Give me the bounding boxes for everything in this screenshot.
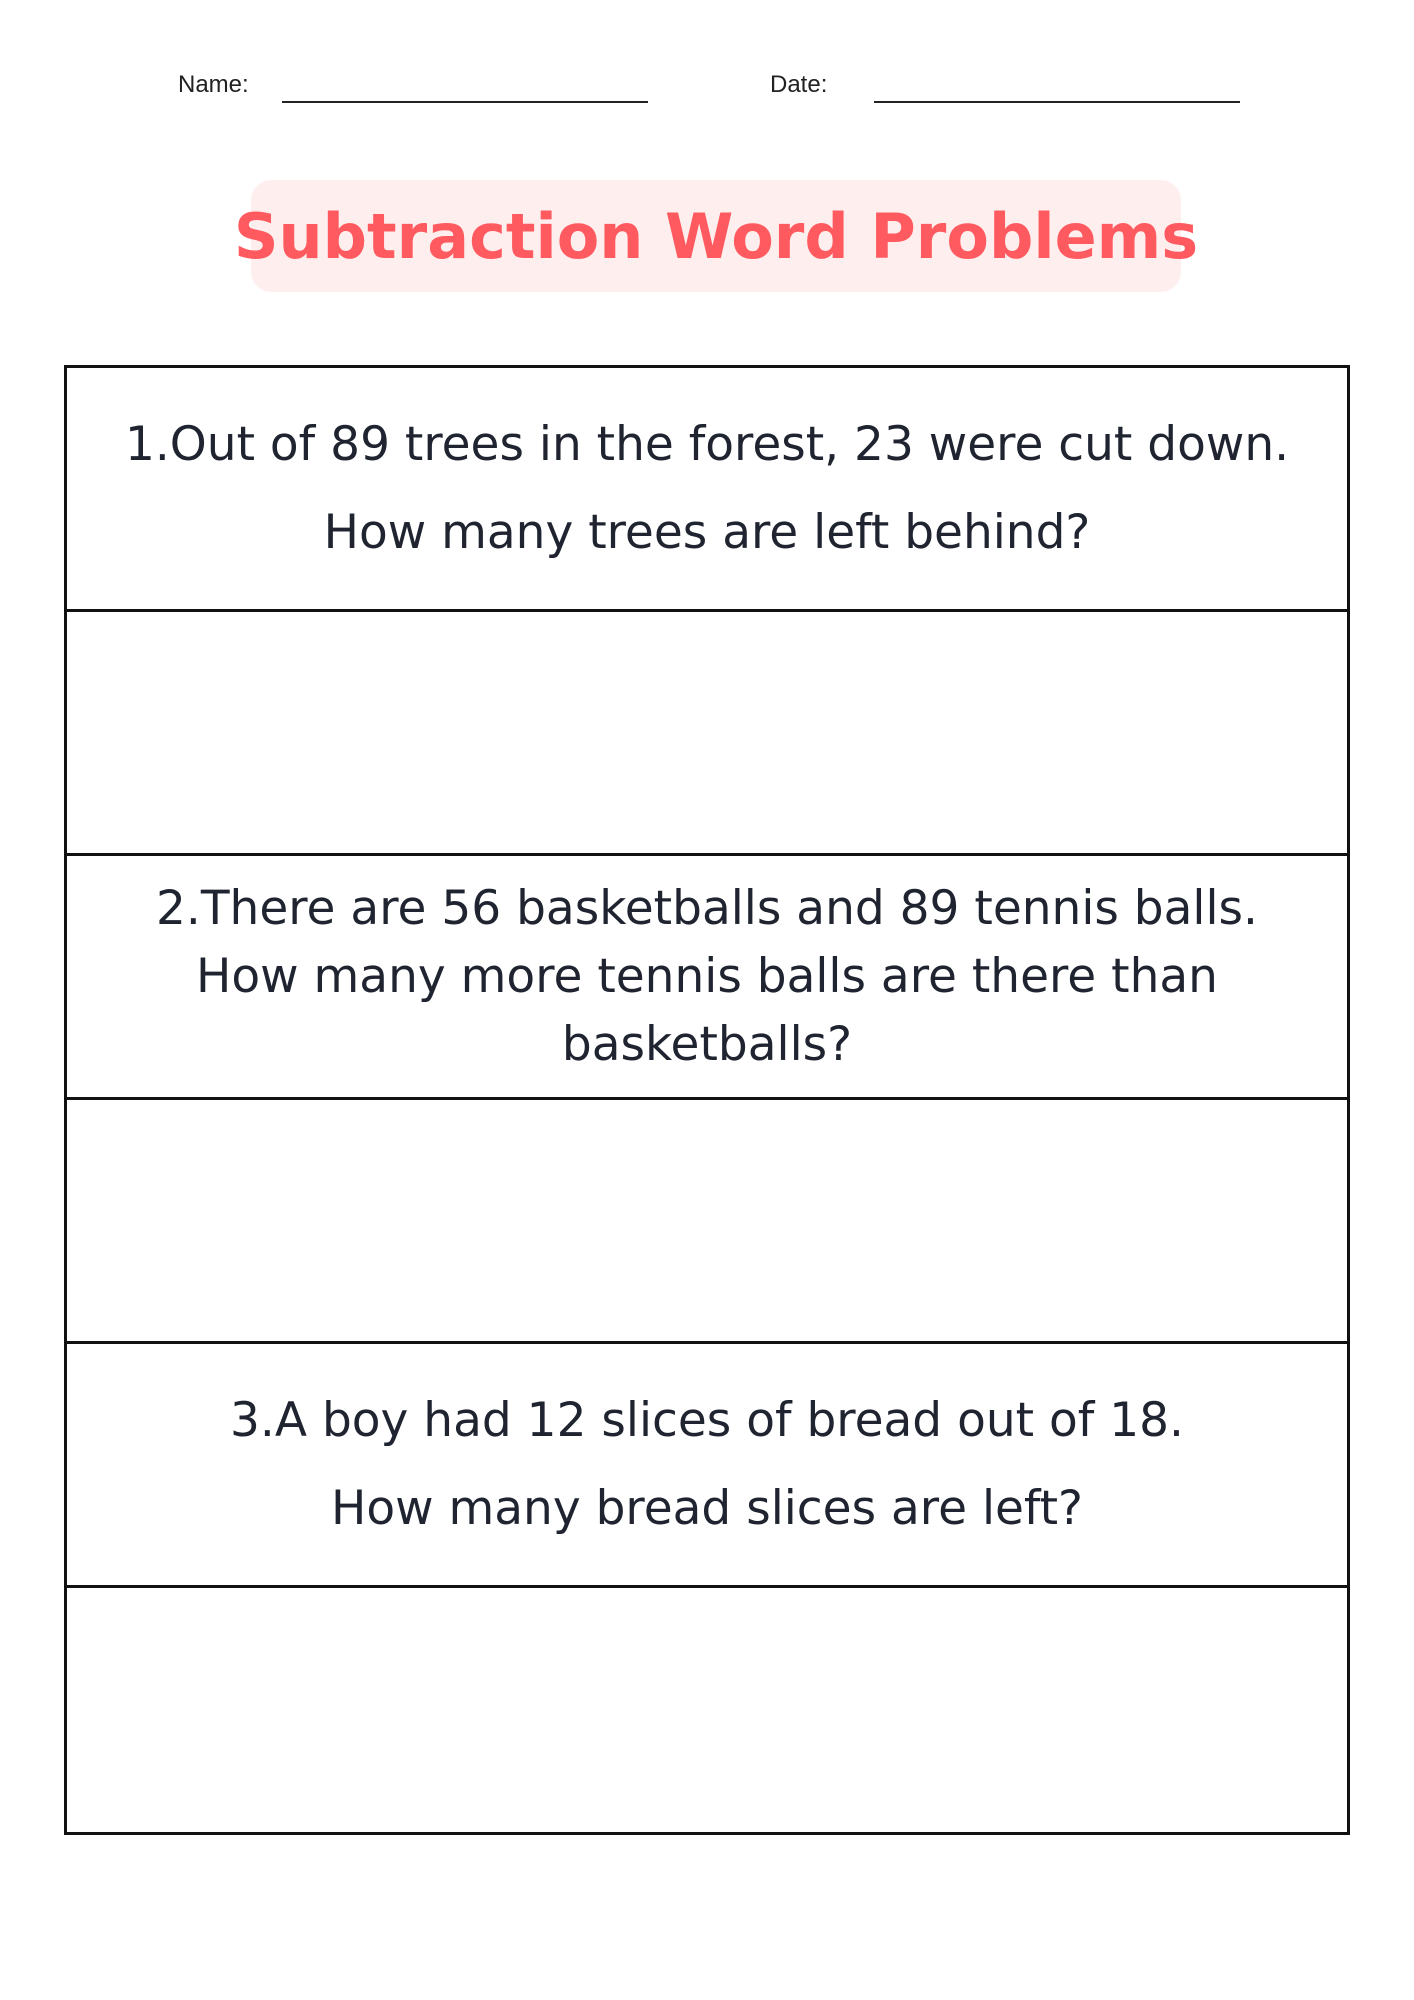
problems-table [64,365,1350,1835]
problem-1-answer-box[interactable] [67,609,1347,853]
problem-1-question [67,368,1347,609]
date-label: Date: [770,71,828,98]
problem-3-question [67,1341,1347,1585]
problem-2-line-3: basketballs? [561,1016,853,1072]
page-title: Subtraction Word Problems [233,199,1199,273]
problem-3-answer-box[interactable] [67,1585,1347,1832]
name-answer-line[interactable] [282,101,648,103]
date-field [770,70,1240,110]
problem-1-line-2: How many trees are left behind? [323,504,1091,560]
problem-2-line-2: How many more tennis balls are there than [196,948,1218,1004]
problem-2-question [67,853,1347,1097]
problem-1-line-1: 1.Out of 89 trees in the forest, 23 were cut down. [124,416,1290,472]
name-field [178,70,648,110]
problem-2-line-1: 2.There are 56 basketballs and 89 tennis balls. [156,880,1258,936]
date-answer-line[interactable] [874,101,1240,103]
name-label: Name: [178,71,249,98]
problem-3-line-2: How many bread slices are left? [330,1480,1084,1536]
problem-2-answer-box[interactable] [67,1097,1347,1341]
title-banner [233,180,1199,292]
problem-3-line-1: 3.A boy had 12 slices of bread out of 18. [230,1392,1184,1448]
